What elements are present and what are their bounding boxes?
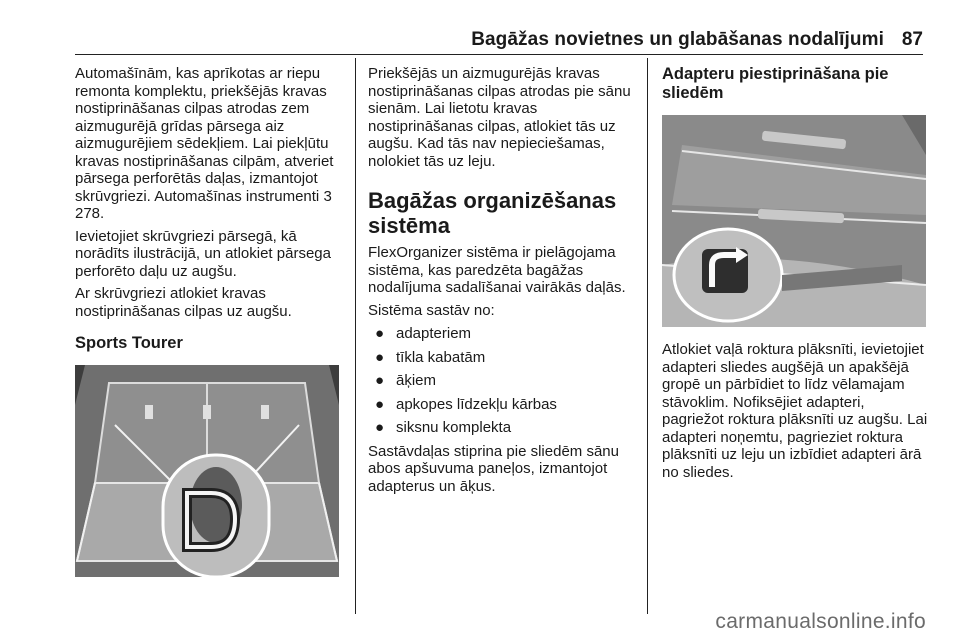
bullet-icon: ● [375,372,385,389]
column-3 [662,65,928,486]
page-header [0,0,960,56]
column-divider-2 [647,58,648,614]
column-1 [75,65,343,577]
section-heading-sports-tourer: Sports Tourer [75,334,183,352]
bullet-icon: ● [375,419,385,436]
col2-paragraph-2: FlexOrganizer sistēma ir pielāgojama sistēma, kas paredzēta bagāžas nodalījuma sadalīšanai vairākās daļās. [368,244,626,296]
section-heading-adapter: Adapteru piestiprināšana pie sliedēm [662,65,889,102]
watermark-footer: carmanualsonline.info [715,610,926,633]
col2-paragraph-4: Sastāvdaļas stiprina pie sliedēm sānu abos apšuvuma paneļos, izmantojot adapterus un āķus. [368,442,619,495]
col2-paragraph-3: Sistēma sastāv no: [368,301,495,319]
bullet-icon: ● [375,325,385,342]
column-divider-1 [355,58,356,614]
header-rule [75,54,923,55]
list-item: ● tīkla kabatām [375,348,486,366]
page-number: 87 [901,29,923,50]
bullet-icon: ● [375,395,385,413]
page-title: Bagāžas novietnes un glabāšanas nodalījumi [471,29,884,50]
list-item: ● siksnu komplekta [375,419,512,436]
cargo-loop-illustration [75,365,339,577]
list-item: ● āķiem [375,372,437,389]
column-2 [368,65,636,500]
bullet-icon: ● [375,348,385,366]
adapter-rail-illustration [662,115,926,327]
col1-paragraph-2: Ievietojiet skrūvgriezi pārsegā, kā norādīts ilustrācijā, un atlokiet pārsega perforēto daļu uz augšu. [75,227,331,280]
col1-paragraph-1: Automašīnām, kas aprīkotas ar riepu remonta komplektu, priekšējās kravas nostiprināšanas cilpas atrodas zem aizmugurējā grīdas pārsega aiz aizmugurējiem sēdekļiem. Lai piekļūtu kravas nostiprināšanas cilpām, atveriet pārsega perforētās daļas, izmantojot skrūvgriezi. Automašīnas instrumenti 3 278. [75,65,334,222]
col3-paragraph-1: Atlokiet vaļā roktura plāksnīti, ievietojiet adapteri sliedes augšējā un apakšējā gropē un pārbīdiet to līdz vēlamajam stāvoklim. Nofiksējiet adapteri, pagriežot roktura plāksnīti uz augšu. Lai adapteri noņemtu, pagrieziet roktura plāksnīti uz leju un izbīdiet adapteri ārā no sliedes. [662,341,928,481]
section-heading-organizer: Bagāžas organizēšanas sistēma [368,188,617,238]
component-list [368,325,636,437]
col1-paragraph-3: Ar skrūvgriezi atlokiet kravas nostiprināšanas cilpas uz augšu. [75,285,292,320]
col2-paragraph-1: Priekšējās un aizmugurējās kravas nostiprināšanas cilpas atrodas pie sānu sienām. Lai lietotu kravas nostiprināšanas cilpas, atlokiet tās uz augšu. Kad tās nav nepieciešamas, nolokiet tās uz leju. [368,65,631,170]
page-reference[interactable]: 3 278. [75,187,332,222]
list-item: ● apkopes līdzekļu kārbas [375,395,557,413]
list-item: ● adapteriem [375,325,472,342]
